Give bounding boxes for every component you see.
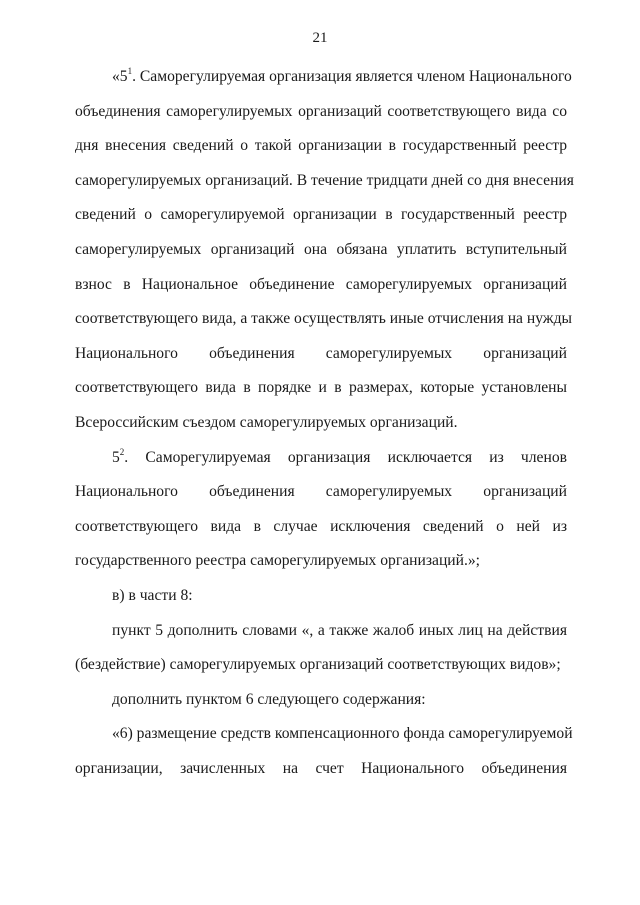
document-body (75, 60, 574, 786)
paragraph-add-point-6 (75, 683, 567, 718)
paragraph-line: пункт 5 дополнить словами «, а также жалоб иных лиц на действия (112, 621, 567, 639)
superscript: 1 (127, 66, 133, 76)
paragraph-line: Национального объединения саморегулируемых организаций (75, 483, 567, 501)
paragraph-line: саморегулируемых организаций. В течение тридцати дней со дня внесения (75, 171, 574, 189)
paragraph-line: саморегулируемых организаций она обязана уплатить вступительный (75, 240, 567, 258)
paragraph-line: Национального объединения саморегулируемых организаций (75, 344, 567, 362)
superscript: 2 (119, 446, 125, 457)
text-fragment: . Саморегулируемая организация исключается из членов (124, 448, 567, 466)
paragraph-line: дня внесения сведений о такой организации в государственный реестр (75, 137, 567, 155)
paragraph-point-5 (75, 614, 567, 683)
paragraph-line: государственного реестра саморегулируемых организаций.»; (75, 552, 481, 570)
paragraph-line: организации, зачисленных на счет Национального объединения (75, 759, 567, 777)
paragraph-part-8 (75, 579, 567, 614)
paragraph-line: дополнить пунктом 6 следующего содержания: (112, 690, 426, 708)
paragraph-line: (бездействие) саморегулируемых организаций соответствующих видов»; (75, 656, 561, 674)
paragraph-line: соответствующего вида в порядке и в размерах, которые установлены (75, 379, 567, 397)
paragraph-line: соответствующего вида в случае исключения сведений о ней из (75, 517, 567, 535)
text-fragment: 5 (112, 448, 120, 466)
paragraph-line: соответствующего вида, а также осуществлять иные отчисления на нужды (75, 310, 572, 328)
paragraph-5-1 (75, 60, 574, 441)
paragraph-line (75, 441, 567, 476)
paragraph-point-6 (75, 717, 573, 786)
paragraph-line: Всероссийским съездом саморегулируемых организаций. (75, 413, 458, 431)
paragraph-line: «6) размещение средств компенсационного фонда саморегулируемой (112, 725, 573, 743)
page-number: 21 (312, 30, 328, 46)
text-fragment: . Саморегулируемая организация является членом Национального (132, 68, 572, 85)
paragraph-line: сведений о саморегулируемой организации в государственный реестр (75, 206, 567, 224)
paragraph-5-2 (75, 441, 567, 579)
paragraph-line: взнос в Национальное объединение саморегулируемых организаций (75, 275, 567, 293)
paragraph-line: объединения саморегулируемых организаций соответствующего вида со (75, 102, 567, 120)
paragraph-line: в) в части 8: (112, 586, 193, 604)
paragraph-line (75, 60, 572, 95)
text-fragment: «5 (112, 68, 128, 85)
